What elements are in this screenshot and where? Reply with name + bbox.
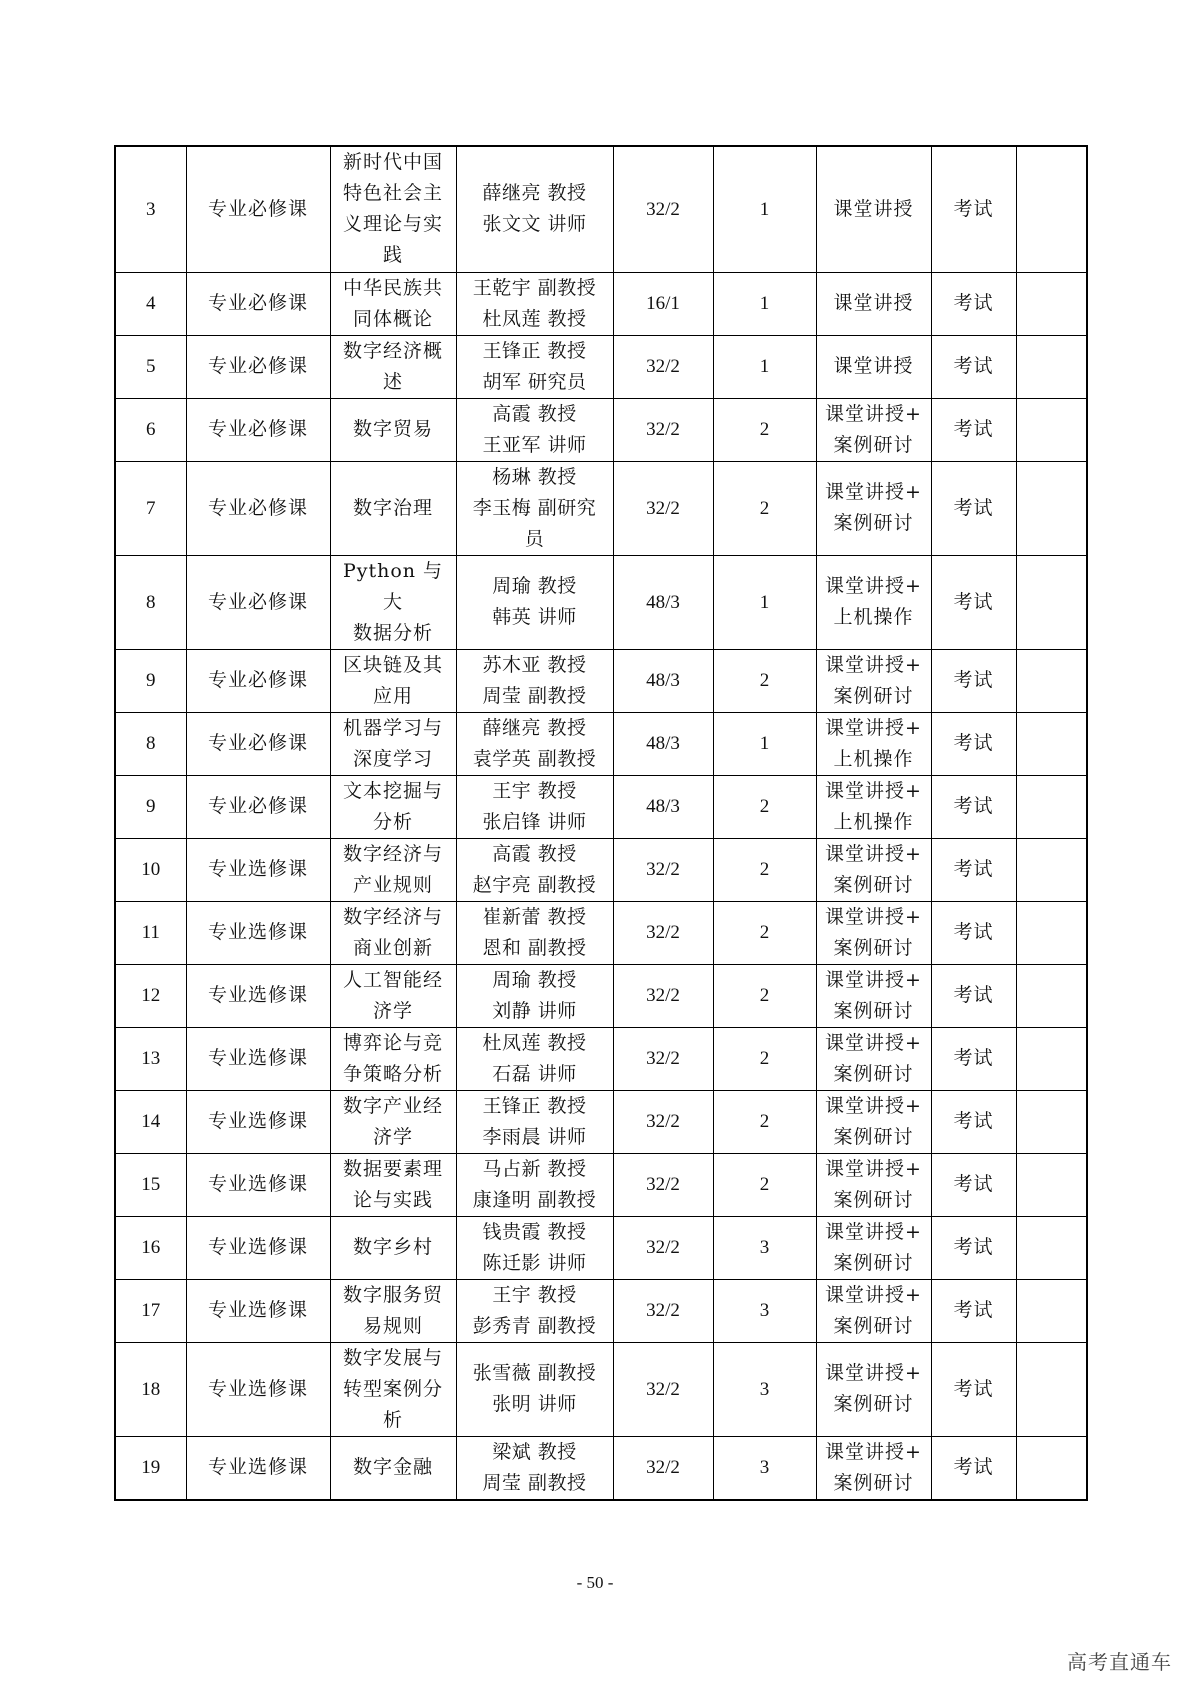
- teachers-cell: 周瑜 教授 刘静 讲师: [456, 964, 613, 1027]
- table-row: [115, 649, 1087, 712]
- hours-credits-cell: 32/2: [613, 1216, 713, 1279]
- teachers-cell: 苏木亚 教授 周莹 副教授: [456, 649, 613, 712]
- teaching-method-cell: 课堂讲授: [816, 146, 931, 272]
- row-number-cell: 16: [115, 1216, 186, 1279]
- course-type-cell: 专业选修课: [186, 1342, 330, 1436]
- row-number-cell: 4: [115, 272, 186, 335]
- teachers-cell: 周瑜 教授 韩英 讲师: [456, 555, 613, 649]
- teachers-cell: 高霞 教授 王亚军 讲师: [456, 398, 613, 461]
- assessment-cell: 考试: [931, 461, 1016, 555]
- teaching-method-cell: 课堂讲授+ 案例研讨: [816, 649, 931, 712]
- semester-cell: 2: [713, 1090, 816, 1153]
- course-type-cell: 专业选修课: [186, 901, 330, 964]
- teachers-cell: 钱贵霞 教授 陈迁影 讲师: [456, 1216, 613, 1279]
- course-type-cell: 专业必修课: [186, 272, 330, 335]
- semester-cell: 1: [713, 555, 816, 649]
- assessment-cell: 考试: [931, 1153, 1016, 1216]
- course-name-cell: 数字产业经 济学: [330, 1090, 456, 1153]
- semester-cell: 2: [713, 649, 816, 712]
- assessment-cell: 考试: [931, 335, 1016, 398]
- hours-credits-cell: 32/2: [613, 1153, 713, 1216]
- course-name-cell: Python 与大 数据分析: [330, 555, 456, 649]
- row-number-cell: 18: [115, 1342, 186, 1436]
- course-type-cell: 专业选修课: [186, 838, 330, 901]
- course-type-cell: 专业必修课: [186, 712, 330, 775]
- teaching-method-cell: 课堂讲授+ 案例研讨: [816, 1027, 931, 1090]
- semester-cell: 2: [713, 1027, 816, 1090]
- semester-cell: 1: [713, 272, 816, 335]
- table-body: [115, 146, 1087, 1500]
- teachers-cell: 王宇 教授 张启锋 讲师: [456, 775, 613, 838]
- row-number-cell: 9: [115, 775, 186, 838]
- hours-credits-cell: 32/2: [613, 335, 713, 398]
- course-type-cell: 专业必修课: [186, 649, 330, 712]
- course-name-cell: 数字经济与 商业创新: [330, 901, 456, 964]
- assessment-cell: 考试: [931, 649, 1016, 712]
- teachers-cell: 高霞 教授 赵宇亮 副教授: [456, 838, 613, 901]
- assessment-cell: 考试: [931, 1436, 1016, 1500]
- course-schedule-table: [114, 145, 1088, 1501]
- semester-cell: 2: [713, 461, 816, 555]
- note-cell: [1016, 649, 1087, 712]
- teaching-method-cell: 课堂讲授+ 案例研讨: [816, 1090, 931, 1153]
- teaching-method-cell: 课堂讲授+ 案例研讨: [816, 398, 931, 461]
- table-row: [115, 838, 1087, 901]
- table-row: [115, 272, 1087, 335]
- row-number-cell: 9: [115, 649, 186, 712]
- table-row: [115, 146, 1087, 272]
- teaching-method-cell: 课堂讲授+ 上机操作: [816, 775, 931, 838]
- teaching-method-cell: 课堂讲授+ 案例研讨: [816, 838, 931, 901]
- course-type-cell: 专业必修课: [186, 775, 330, 838]
- table-row: [115, 461, 1087, 555]
- teaching-method-cell: 课堂讲授+ 案例研讨: [816, 1436, 931, 1500]
- row-number-cell: 19: [115, 1436, 186, 1500]
- teaching-method-cell: 课堂讲授+ 上机操作: [816, 712, 931, 775]
- note-cell: [1016, 838, 1087, 901]
- course-type-cell: 专业必修课: [186, 555, 330, 649]
- teachers-cell: 杨琳 教授 李玉梅 副研究 员: [456, 461, 613, 555]
- row-number-cell: 8: [115, 555, 186, 649]
- course-name-cell: 数据要素理 论与实践: [330, 1153, 456, 1216]
- semester-cell: 1: [713, 146, 816, 272]
- course-name-cell: 数字金融: [330, 1436, 456, 1500]
- row-number-cell: 17: [115, 1279, 186, 1342]
- note-cell: [1016, 1153, 1087, 1216]
- row-number-cell: 13: [115, 1027, 186, 1090]
- teaching-method-cell: 课堂讲授+ 案例研讨: [816, 461, 931, 555]
- teaching-method-cell: 课堂讲授+ 案例研讨: [816, 901, 931, 964]
- hours-credits-cell: 32/2: [613, 1090, 713, 1153]
- course-name-cell: 数字服务贸 易规则: [330, 1279, 456, 1342]
- semester-cell: 1: [713, 335, 816, 398]
- teaching-method-cell: 课堂讲授+ 案例研讨: [816, 1153, 931, 1216]
- assessment-cell: 考试: [931, 964, 1016, 1027]
- assessment-cell: 考试: [931, 712, 1016, 775]
- table-row: [115, 1153, 1087, 1216]
- note-cell: [1016, 1279, 1087, 1342]
- teaching-method-cell: 课堂讲授+ 案例研讨: [816, 1216, 931, 1279]
- teachers-cell: 张雪薇 副教授 张明 讲师: [456, 1342, 613, 1436]
- note-cell: [1016, 1216, 1087, 1279]
- teachers-cell: 王宇 教授 彭秀青 副教授: [456, 1279, 613, 1342]
- assessment-cell: 考试: [931, 838, 1016, 901]
- course-type-cell: 专业选修课: [186, 1216, 330, 1279]
- semester-cell: 3: [713, 1279, 816, 1342]
- assessment-cell: 考试: [931, 555, 1016, 649]
- teaching-method-cell: 课堂讲授+ 上机操作: [816, 555, 931, 649]
- assessment-cell: 考试: [931, 398, 1016, 461]
- teaching-method-cell: 课堂讲授: [816, 335, 931, 398]
- watermark-text: 高考直通车: [1067, 1650, 1172, 1674]
- table-row: [115, 964, 1087, 1027]
- assessment-cell: 考试: [931, 1090, 1016, 1153]
- teaching-method-cell: 课堂讲授: [816, 272, 931, 335]
- teachers-cell: 梁斌 教授 周莹 副教授: [456, 1436, 613, 1500]
- semester-cell: 2: [713, 901, 816, 964]
- row-number-cell: 7: [115, 461, 186, 555]
- assessment-cell: 考试: [931, 272, 1016, 335]
- hours-credits-cell: 48/3: [613, 649, 713, 712]
- table-row: [115, 775, 1087, 838]
- semester-cell: 2: [713, 838, 816, 901]
- hours-credits-cell: 32/2: [613, 901, 713, 964]
- table-row: [115, 555, 1087, 649]
- note-cell: [1016, 1027, 1087, 1090]
- hours-credits-cell: 32/2: [613, 461, 713, 555]
- table-row: [115, 1090, 1087, 1153]
- course-name-cell: 机器学习与 深度学习: [330, 712, 456, 775]
- course-name-cell: 数字贸易: [330, 398, 456, 461]
- course-name-cell: 数字发展与 转型案例分 析: [330, 1342, 456, 1436]
- hours-credits-cell: 32/2: [613, 1342, 713, 1436]
- table-row: [115, 901, 1087, 964]
- course-type-cell: 专业选修课: [186, 1279, 330, 1342]
- course-type-cell: 专业必修课: [186, 335, 330, 398]
- row-number-cell: 10: [115, 838, 186, 901]
- teachers-cell: 薛继亮 教授 袁学英 副教授: [456, 712, 613, 775]
- semester-cell: 2: [713, 1153, 816, 1216]
- course-name-cell: 数字经济概 述: [330, 335, 456, 398]
- teachers-cell: 薛继亮 教授 张文文 讲师: [456, 146, 613, 272]
- course-type-cell: 专业选修课: [186, 964, 330, 1027]
- semester-cell: 1: [713, 712, 816, 775]
- course-name-cell: 数字经济与 产业规则: [330, 838, 456, 901]
- note-cell: [1016, 775, 1087, 838]
- table-row: [115, 1279, 1087, 1342]
- teaching-method-cell: 课堂讲授+ 案例研讨: [816, 1279, 931, 1342]
- row-number-cell: 6: [115, 398, 186, 461]
- assessment-cell: 考试: [931, 1342, 1016, 1436]
- row-number-cell: 15: [115, 1153, 186, 1216]
- course-type-cell: 专业选修课: [186, 1027, 330, 1090]
- course-type-cell: 专业必修课: [186, 146, 330, 272]
- teachers-cell: 杜凤莲 教授 石磊 讲师: [456, 1027, 613, 1090]
- semester-cell: 2: [713, 964, 816, 1027]
- teaching-method-cell: 课堂讲授+ 案例研讨: [816, 1342, 931, 1436]
- hours-credits-cell: 32/2: [613, 964, 713, 1027]
- hours-credits-cell: 32/2: [613, 1279, 713, 1342]
- table-row: [115, 398, 1087, 461]
- table-row: [115, 1436, 1087, 1500]
- assessment-cell: 考试: [931, 901, 1016, 964]
- teachers-cell: 崔新蕾 教授 恩和 副教授: [456, 901, 613, 964]
- assessment-cell: 考试: [931, 146, 1016, 272]
- course-type-cell: 专业必修课: [186, 461, 330, 555]
- hours-credits-cell: 48/3: [613, 712, 713, 775]
- semester-cell: 3: [713, 1216, 816, 1279]
- course-name-cell: 数字乡村: [330, 1216, 456, 1279]
- hours-credits-cell: 32/2: [613, 1027, 713, 1090]
- course-type-cell: 专业选修课: [186, 1436, 330, 1500]
- course-type-cell: 专业必修课: [186, 398, 330, 461]
- note-cell: [1016, 555, 1087, 649]
- teachers-cell: 王锋正 教授 李雨晨 讲师: [456, 1090, 613, 1153]
- note-cell: [1016, 272, 1087, 335]
- course-name-cell: 文本挖掘与 分析: [330, 775, 456, 838]
- row-number-cell: 5: [115, 335, 186, 398]
- note-cell: [1016, 335, 1087, 398]
- note-cell: [1016, 712, 1087, 775]
- note-cell: [1016, 146, 1087, 272]
- course-type-cell: 专业选修课: [186, 1090, 330, 1153]
- hours-credits-cell: 48/3: [613, 555, 713, 649]
- table-row: [115, 1216, 1087, 1279]
- note-cell: [1016, 1342, 1087, 1436]
- assessment-cell: 考试: [931, 775, 1016, 838]
- hours-credits-cell: 48/3: [613, 775, 713, 838]
- course-name-cell: 数字治理: [330, 461, 456, 555]
- semester-cell: 2: [713, 398, 816, 461]
- semester-cell: 2: [713, 775, 816, 838]
- row-number-cell: 8: [115, 712, 186, 775]
- row-number-cell: 14: [115, 1090, 186, 1153]
- hours-credits-cell: 32/2: [613, 1436, 713, 1500]
- note-cell: [1016, 461, 1087, 555]
- table-row: [115, 335, 1087, 398]
- row-number-cell: 12: [115, 964, 186, 1027]
- teachers-cell: 王乾宇 副教授 杜凤莲 教授: [456, 272, 613, 335]
- hours-credits-cell: 32/2: [613, 838, 713, 901]
- course-name-cell: 人工智能经 济学: [330, 964, 456, 1027]
- table-row: [115, 712, 1087, 775]
- course-name-cell: 新时代中国 特色社会主 义理论与实 践: [330, 146, 456, 272]
- assessment-cell: 考试: [931, 1216, 1016, 1279]
- page-number: - 50 -: [576, 1573, 614, 1592]
- note-cell: [1016, 1436, 1087, 1500]
- semester-cell: 3: [713, 1342, 816, 1436]
- note-cell: [1016, 901, 1087, 964]
- teachers-cell: 马占新 教授 康逢明 副教授: [456, 1153, 613, 1216]
- course-name-cell: 中华民族共 同体概论: [330, 272, 456, 335]
- teachers-cell: 王锋正 教授 胡军 研究员: [456, 335, 613, 398]
- semester-cell: 3: [713, 1436, 816, 1500]
- row-number-cell: 3: [115, 146, 186, 272]
- course-name-cell: 区块链及其 应用: [330, 649, 456, 712]
- note-cell: [1016, 398, 1087, 461]
- row-number-cell: 11: [115, 901, 186, 964]
- table-row: [115, 1027, 1087, 1090]
- hours-credits-cell: 32/2: [613, 398, 713, 461]
- table-row: [115, 1342, 1087, 1436]
- assessment-cell: 考试: [931, 1279, 1016, 1342]
- course-name-cell: 博弈论与竞 争策略分析: [330, 1027, 456, 1090]
- teaching-method-cell: 课堂讲授+ 案例研讨: [816, 964, 931, 1027]
- hours-credits-cell: 16/1: [613, 272, 713, 335]
- hours-credits-cell: 32/2: [613, 146, 713, 272]
- note-cell: [1016, 1090, 1087, 1153]
- note-cell: [1016, 964, 1087, 1027]
- assessment-cell: 考试: [931, 1027, 1016, 1090]
- course-type-cell: 专业选修课: [186, 1153, 330, 1216]
